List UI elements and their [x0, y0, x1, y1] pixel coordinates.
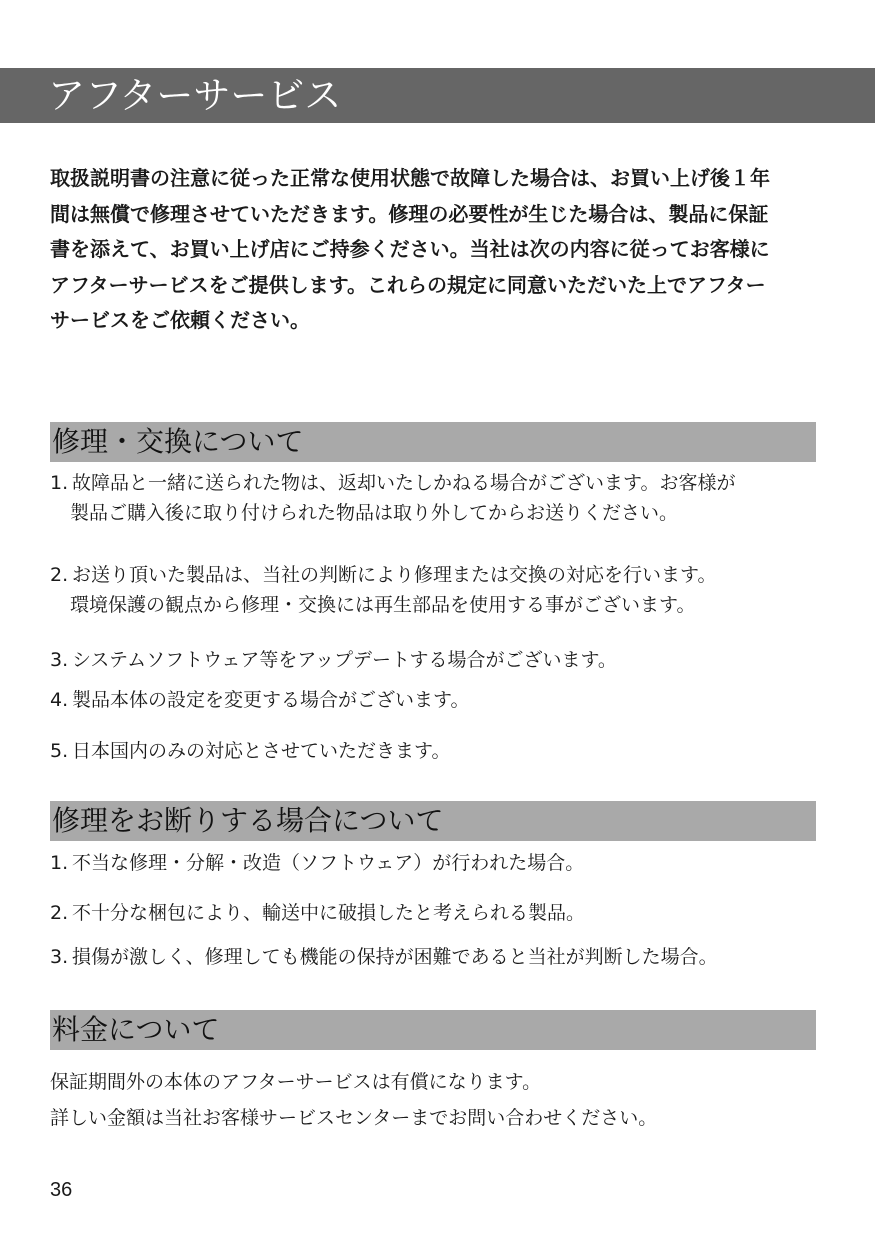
list-item: [50, 560, 716, 620]
item-text: 故障品と一緒に送られた物は、返却いたしかねる場合がございます。お客様が: [72, 472, 736, 494]
item-text: 不十分な梱包により、輸送中に破損したと考えられる製品。: [72, 902, 586, 924]
section-heading-repair: [50, 422, 816, 462]
fees-text: 詳しい金額は当社お客様サービスセンターまでお問い合わせください。: [50, 1107, 658, 1129]
section-heading-text: 修理・交換について: [52, 425, 304, 458]
intro-line: アフターサービスをご提供します。これらの規定に同意いただいた上でアフター: [50, 272, 766, 297]
item-text: 日本国内のみの対応とさせていただきます。: [72, 740, 451, 762]
title-bar: [0, 68, 875, 123]
item-number: 1.: [50, 852, 69, 874]
intro-line: サービスをご依頼ください。: [50, 308, 310, 332]
item-text: 損傷が激しく、修理しても機能の保持が困難であると当社が判断した場合。: [72, 946, 718, 968]
section-heading-text: 料金について: [52, 1013, 220, 1046]
list-item: [50, 736, 450, 766]
section-heading-text: 修理をお断りする場合について: [52, 804, 444, 837]
page-title: アフターサービス: [48, 74, 342, 117]
item-number: 4.: [50, 689, 69, 711]
list-item: [50, 645, 617, 675]
item-text: 不当な修理・分解・改造（ソフトウェア）が行われた場合。: [72, 852, 585, 874]
fees-text: 保証期間外の本体のアフターサービスは有償になります。: [50, 1071, 542, 1093]
item-text: 製品本体の設定を変更する場合がございます。: [72, 689, 470, 711]
item-number: 3.: [50, 946, 69, 968]
intro-line: 書を添えて、お買い上げ店にご持参ください。当社は次の内容に従ってお客様に: [50, 237, 770, 261]
item-number: 2.: [50, 564, 69, 586]
item-text: 環境保護の観点から修理・交換には再生部品を使用する事がございます。: [70, 594, 696, 616]
item-number: 2.: [50, 902, 69, 924]
item-text: システムソフトウェア等をアップデートする場合がございます。: [72, 649, 617, 671]
intro-line: 間は無償で修理させていただきます。修理の必要性が生じた場合は、製品に保証: [50, 201, 769, 226]
list-item: [50, 468, 735, 528]
list-item: [50, 685, 469, 715]
page-number: 36: [50, 1179, 73, 1201]
item-text: お送り頂いた製品は、当社の判断により修理または交換の対応を行います。: [72, 564, 717, 586]
item-number: 3.: [50, 649, 69, 671]
item-text: 製品ご購入後に取り付けられた物品は取り外してからお送りください。: [70, 502, 679, 524]
item-number: 1.: [50, 472, 69, 494]
intro-line: 取扱説明書の注意に従った正常な使用状態で故障した場合は、お買い上げ後１年: [50, 166, 770, 190]
section-heading-fees: [50, 1010, 816, 1050]
intro-paragraph: [50, 161, 830, 339]
section-heading-refusal: [50, 801, 816, 841]
list-item: [50, 848, 584, 878]
list-item: [50, 898, 585, 928]
list-item: [50, 942, 718, 972]
item-number: 5.: [50, 740, 69, 762]
